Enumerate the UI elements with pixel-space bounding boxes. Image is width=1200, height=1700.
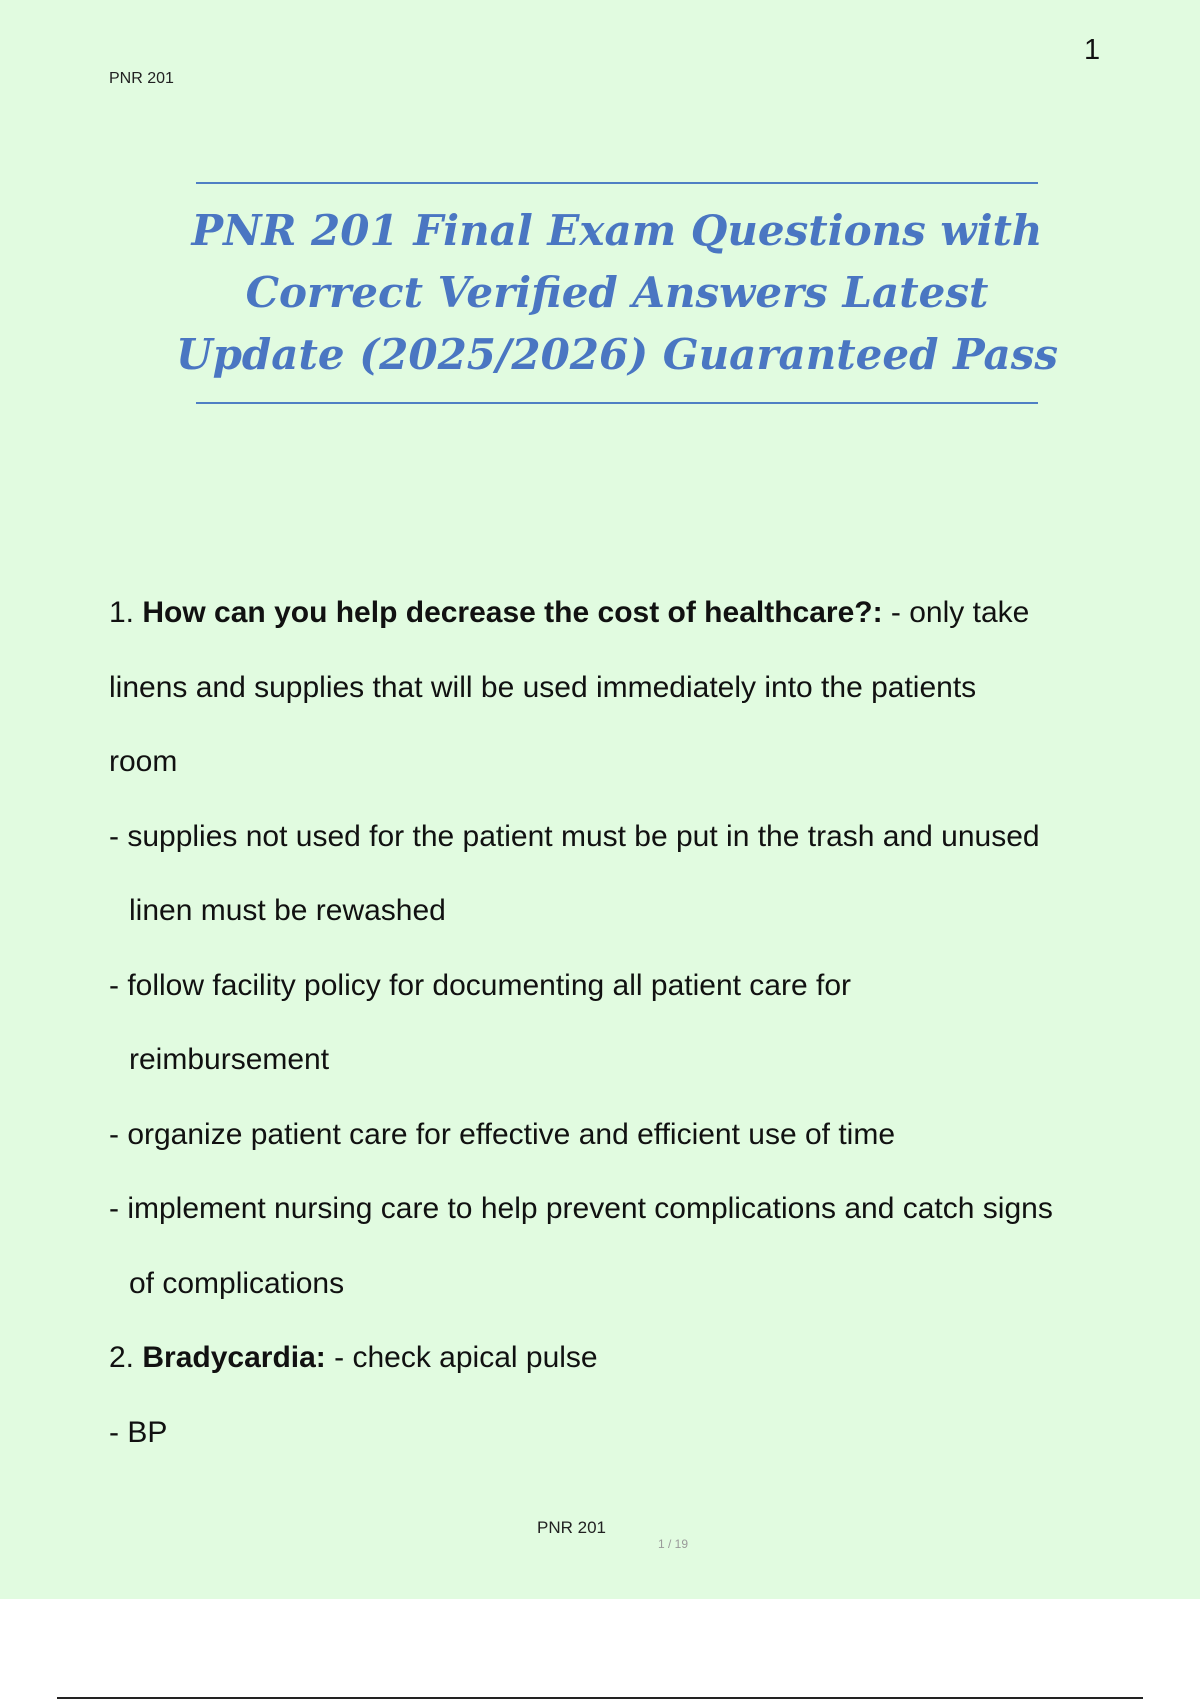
title-line-1: PNR 201 Final Exam Questions with [191, 206, 1043, 255]
bullet-item: - implement nursing care to help prevent complications and catch signs [109, 1192, 1053, 1225]
answer-line: linens and supplies that will be used immediately into the patients [109, 671, 977, 704]
bullet-continuation: linen must be rewashed [129, 894, 446, 927]
bullet-item: - organize patient care for effective and efficient use of time [109, 1118, 896, 1151]
page-number: 1 [1084, 34, 1101, 66]
document-title [150, 200, 1084, 386]
title-rule-top [196, 182, 1038, 184]
bullet-continuation: of complications [129, 1267, 345, 1300]
question-number: 2. [109, 1341, 135, 1374]
question-1-line [109, 596, 1029, 630]
answer-text: - check apical pulse [334, 1341, 598, 1374]
question-text: How can you help decrease the cost of healthcare?: [142, 596, 883, 629]
bullet-continuation: reimbursement [129, 1043, 330, 1076]
bullet-item: - supplies not used for the patient must be put in the trash and unused [109, 820, 1040, 853]
running-head: PNR 201 [109, 70, 174, 87]
question-2-line [109, 1341, 598, 1375]
title-line-2: Correct Verified Answers Latest [245, 268, 989, 317]
bullet-item: - BP [109, 1416, 168, 1449]
question-number: 1. [109, 596, 135, 629]
page-count: 1 / 19 [658, 1537, 689, 1551]
answer-line: room [109, 745, 178, 778]
answer-text: - only take [890, 596, 1030, 629]
footer-label: PNR 201 [537, 1518, 606, 1537]
title-rule-bottom [196, 402, 1038, 404]
bullet-item: - follow facility policy for documenting all patient care for [109, 969, 852, 1002]
next-page-rule [57, 1697, 1143, 1699]
title-line-3: Update (2025/2026) Guaranteed Pass [175, 330, 1059, 379]
question-text: Bradycardia: [142, 1341, 326, 1374]
